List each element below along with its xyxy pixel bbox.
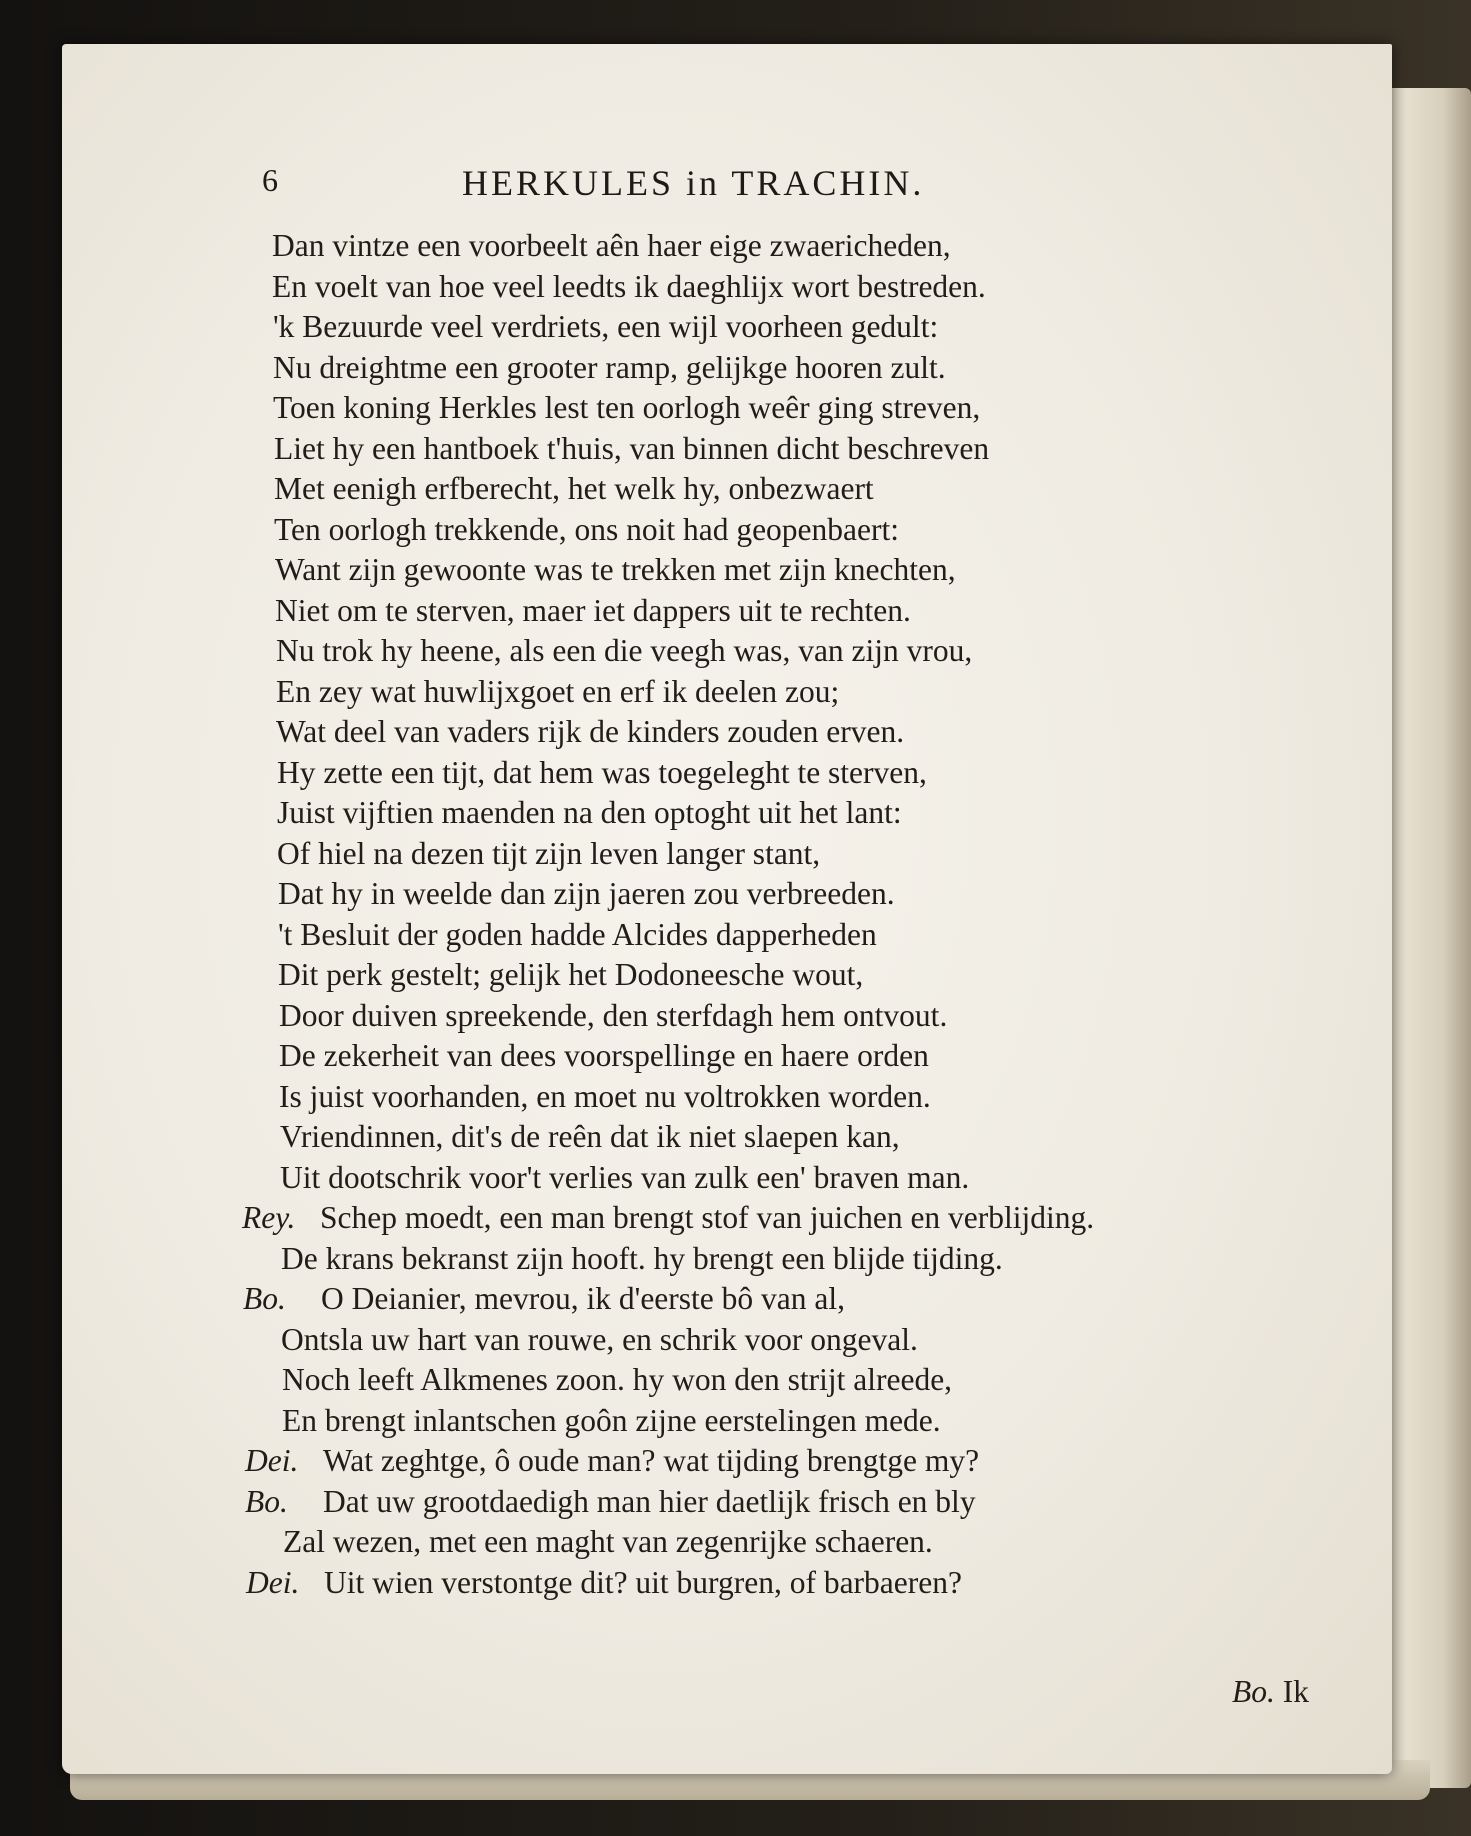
verse-text: Nu trok hy heene, als een die veegh was, van zijn vrou, [276, 633, 973, 668]
speaker-label: Dei. [246, 1564, 300, 1600]
verse-line [62, 631, 1392, 672]
verse-text: Schep moedt, een man brengt stof van juichen en verblijding. [320, 1200, 1095, 1235]
verse-text: Want zijn gewoonte was te trekken met zijn knechten, [275, 552, 956, 587]
verse-line [62, 834, 1392, 875]
speaker-label: Dei. [245, 1443, 299, 1478]
verse-text: De krans bekranst zijn hooft. hy brengt een blijde tijding. [281, 1240, 1003, 1276]
verse-text: Juist vijftien maenden na den optoght uit het lant: [277, 795, 902, 830]
verse-line [62, 307, 1392, 348]
verse-text: Of hiel na dezen tijt zijn leven langer stant, [277, 835, 821, 871]
verse-line [62, 1522, 1392, 1563]
verse-line [62, 1239, 1392, 1280]
verse-text: Met eenigh erfberecht, het welk hy, onbezwaert [274, 471, 874, 506]
verse-line [62, 874, 1392, 915]
catchword [1232, 1674, 1309, 1710]
verse-line [62, 753, 1392, 794]
verse-line [62, 1563, 1392, 1604]
verse-line [62, 712, 1392, 753]
verse-text: Liet hy een hantboek t'huis, van binnen dicht beschreven [274, 430, 990, 466]
verse-text: 'k Bezuurde veel verdriets, een wijl voorheen gedult: [273, 309, 939, 344]
speaker-label: Bo. [245, 1483, 288, 1519]
page-number: 6 [262, 162, 281, 198]
speaker-label: Rey. [242, 1200, 296, 1235]
verse-line [62, 267, 1392, 308]
verse-line [62, 1077, 1392, 1118]
verse-text: Uit dootschrik voor't verlies van zulk een' braven man. [280, 1159, 970, 1195]
verse-text: Ontsla uw hart van rouwe, en schrik voor ongeval. [281, 1321, 918, 1357]
running-title: HERKULES in TRACHIN. [462, 163, 925, 203]
verse-line [62, 996, 1392, 1037]
verse-line [62, 1320, 1392, 1361]
verse-text: O Deianier, mevrou, ik d'eerste bô van al, [321, 1281, 845, 1316]
verse-text: En voelt van hoe veel leedts ik daeghlijx wort bestreden. [272, 268, 986, 304]
verse-text: Nu dreightme een grooter ramp, gelijkge hooren zult. [273, 349, 946, 385]
verse-line [62, 915, 1392, 956]
verse-block [62, 226, 1392, 1603]
verse-text: Door duiven spreekende, den sterfdagh hem ontvout. [279, 997, 948, 1033]
catchword-text: Ik [1282, 1674, 1309, 1709]
verse-line [62, 672, 1392, 713]
verse-line [62, 1158, 1392, 1199]
verse-text: Toen koning Herkles lest ten oorlogh weêr ging streven, [273, 390, 981, 425]
verse-line [62, 1279, 1392, 1320]
verse-line [62, 1360, 1392, 1401]
verse-line [62, 1036, 1392, 1077]
verse-text: Dan vintze een voorbeelt aên haer eige zwaericheden, [272, 228, 951, 263]
verse-line [62, 793, 1392, 834]
verse-text: Uit wien verstontge dit? uit burgren, of barbaeren? [324, 1564, 962, 1600]
verse-line [62, 388, 1392, 429]
verse-line [62, 550, 1392, 591]
verse-text: Hy zette een tijt, dat hem was toegeleght te sterven, [277, 754, 927, 790]
verse-line [62, 955, 1392, 996]
verse-text: En zey wat huwlijxgoet en erf ik deelen zou; [276, 673, 840, 709]
verse-text: Wat deel van vaders rijk de kinders zouden erven. [276, 714, 905, 749]
verse-line [62, 429, 1392, 470]
verse-line [62, 1117, 1392, 1158]
verse-line [62, 1441, 1392, 1482]
verse-line [62, 591, 1392, 632]
verse-line [62, 226, 1392, 267]
book-page [62, 44, 1392, 1774]
verse-text: Wat zeghtge, ô oude man? wat tijding brengtge my? [323, 1443, 980, 1478]
catchword-speaker: Bo. [1232, 1674, 1275, 1709]
verse-text: Dit perk gestelt; gelijk het Dodoneesche wout, [278, 957, 864, 992]
verse-line [62, 510, 1392, 551]
verse-text: Zal wezen, met een maght van zegenrijke schaeren. [283, 1524, 933, 1559]
verse-text: Is juist voorhanden, en moet nu voltrokken worden. [279, 1078, 931, 1114]
verse-line [62, 1198, 1392, 1239]
verse-text: Noch leeft Alkmenes zoon. hy won den strijt alreede, [282, 1362, 953, 1397]
running-header [62, 162, 1392, 212]
verse-line [62, 469, 1392, 510]
verse-line [62, 1482, 1392, 1523]
verse-line [62, 348, 1392, 389]
verse-text: Dat hy in weelde dan zijn jaeren zou verbreeden. [278, 876, 895, 911]
verse-text: Dat uw grootdaedigh man hier daetlijk frisch en bly [323, 1483, 976, 1519]
verse-line [62, 1401, 1392, 1442]
verse-text: Ten oorlogh trekkende, ons noit had geopenbaert: [274, 511, 899, 547]
verse-text: En brengt inlantschen goôn zijne eerstelingen mede. [282, 1402, 941, 1438]
speaker-label: Bo. [243, 1281, 286, 1316]
verse-text: Vriendinnen, dit's de reên dat ik niet slaepen kan, [280, 1119, 900, 1154]
verse-text: De zekerheit van dees voorspellinge en haere orden [279, 1038, 929, 1073]
verse-text: Niet om te sterven, maer iet dappers uit te rechten. [275, 592, 911, 628]
verse-text: 't Besluit der goden hadde Alcides dapperheden [278, 916, 877, 952]
